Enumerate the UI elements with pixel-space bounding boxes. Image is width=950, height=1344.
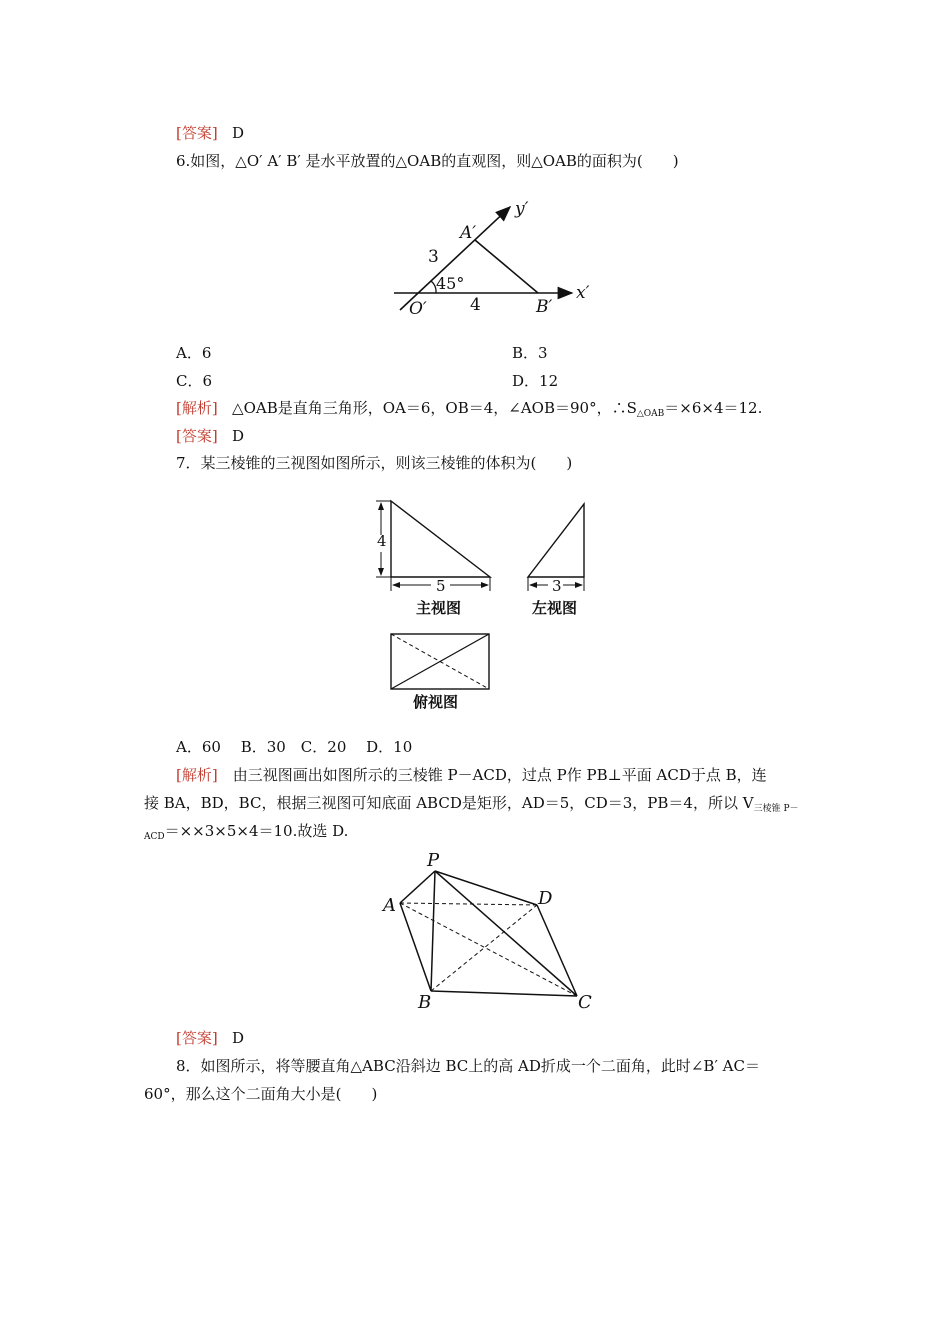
q7-edge-bc xyxy=(431,991,577,996)
q6-stem: 6.如图，△O′ A′ B′ 是水平放置的△OAB的直观图，则△OAB的面积为( ) xyxy=(176,152,679,170)
q7-edge-pa xyxy=(400,871,435,903)
q8-stem-line2: 60°，那么这个二面角大小是( ) xyxy=(144,1085,378,1103)
q5-answer-tag: [答案] xyxy=(176,124,218,142)
q6-option-d: D．12 xyxy=(512,372,559,390)
q7-edge-pb xyxy=(431,871,435,991)
q6-label-x: x′ xyxy=(576,283,590,303)
q7-analysis-l2: 接 BA，BD，BC，根据三视图可知底面 ABCD是矩形，AD＝5，CD＝3，PB＝4，所以 V xyxy=(144,794,754,812)
q7-vertex-a: A xyxy=(383,895,396,916)
q7-answer-value: D xyxy=(232,1029,245,1047)
q6-answer-tag: [答案] xyxy=(176,427,218,445)
q7-edge-ac xyxy=(400,903,577,996)
q6-label-y: y′ xyxy=(515,199,529,219)
q7-answer-tag: [答案] xyxy=(176,1029,218,1047)
q6-side-ob: 4 xyxy=(470,295,481,315)
q7-options: A．60 B．30 C．20 D．10 xyxy=(176,738,413,756)
q6-analysis-text: △OAB是直角三角形，OA＝6，OB＝4，∠AOB＝90°，∴S xyxy=(232,399,637,417)
q7-front-height-label: 4 xyxy=(377,532,387,550)
q7-edge-pd xyxy=(435,871,537,905)
q6-option-a: A．6 xyxy=(176,344,212,362)
q6-label-o: O′ xyxy=(409,299,427,319)
q6-option-b: B．3 xyxy=(512,344,548,362)
q7-edge-dc xyxy=(537,905,577,996)
q7-analysis-l2-sub: 三棱锥 P－ xyxy=(753,804,799,814)
q7-analysis-l3: ＝××3×5×4＝10.故选 D. xyxy=(164,822,349,840)
q7-edge-bd xyxy=(431,905,537,991)
q7-analysis-l1: 由三视图画出如图所示的三棱锥 P－ACD，过点 P作 PB⊥平面 ACD于点 B，连 xyxy=(217,766,767,784)
q6-side-oa: 3 xyxy=(428,247,439,267)
q7-analysis-tag: [解析] xyxy=(176,766,218,784)
q6-label-a: A′ xyxy=(460,223,477,243)
q7-vertex-c: C xyxy=(578,992,592,1013)
q7-vertex-p: P xyxy=(427,850,440,871)
q7-side-caption: 左视图 xyxy=(532,599,578,617)
q8-stem-line1: 8．如图所示，将等腰直角△ABC沿斜边 BC上的高 AD折成一个二面角，此时∠B′ AC＝ xyxy=(176,1057,760,1075)
q6-analysis-sub: △OAB xyxy=(636,409,665,419)
q7-analysis-l3-sub: ACD xyxy=(144,832,165,842)
q7-front-width-label: 5 xyxy=(436,577,446,595)
q7-stem: 7．某三棱锥的三视图如图所示，则该三棱锥的体积为( ) xyxy=(176,454,573,472)
q5-answer-value: D xyxy=(232,124,245,142)
q6-option-c: C．6 xyxy=(176,372,213,390)
q7-edge-pc xyxy=(435,871,577,996)
q7-side-width-label: 3 xyxy=(552,577,562,595)
q6-answer-value: D xyxy=(232,427,245,445)
q7-vertex-d: D xyxy=(538,888,553,909)
q7-edge-ab xyxy=(400,903,431,991)
q7-edge-ad xyxy=(400,903,537,905)
q6-label-b: B′ xyxy=(536,297,553,317)
q7-vertex-b: B xyxy=(418,992,432,1013)
q7-top-caption: 俯视图 xyxy=(413,693,459,711)
q6-angle-label: 45° xyxy=(436,274,465,293)
q7-front-caption: 主视图 xyxy=(416,599,462,617)
q7-answer-line xyxy=(176,1028,244,1048)
q6-analysis-tag: [解析] xyxy=(176,399,218,417)
q6-analysis-tail: ＝×6×4＝12. xyxy=(664,399,763,417)
